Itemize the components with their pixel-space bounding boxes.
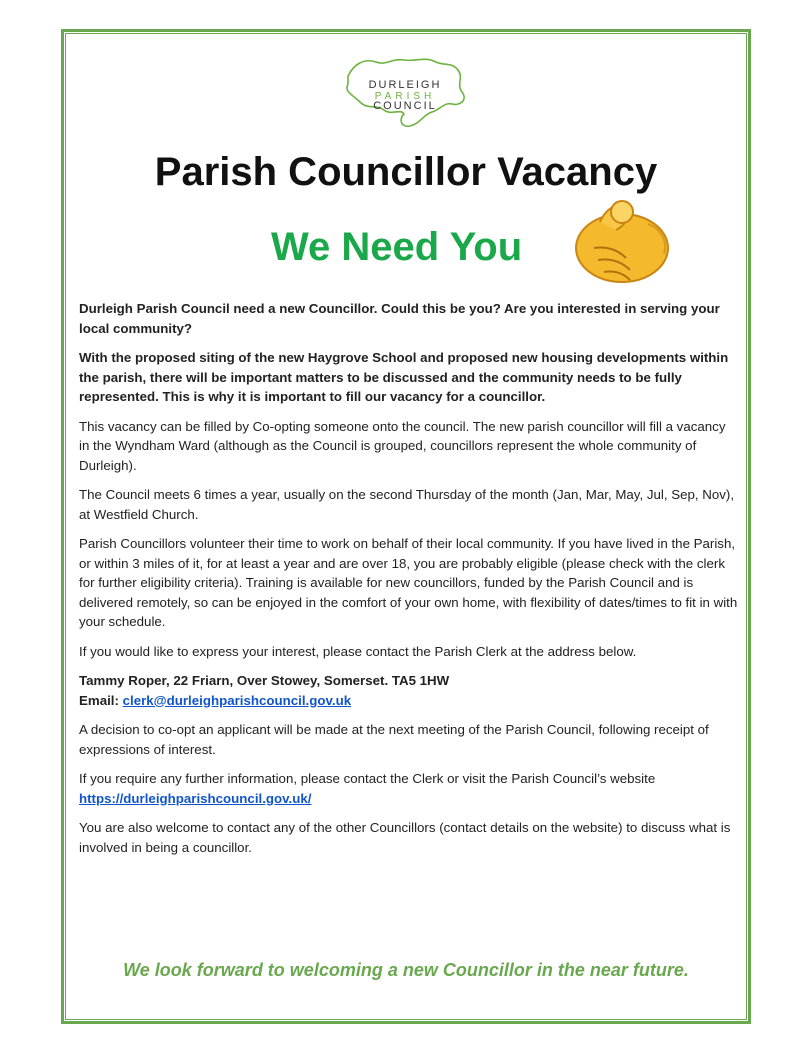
content-body: [79, 299, 739, 867]
further-info-paragraph: [79, 769, 739, 808]
page-subtitle: We Need You: [271, 225, 523, 269]
further-info-text: If you require any further information, please contact the Clerk or visit the Parish Council’s website: [79, 771, 656, 786]
pointing-hand-icon: [564, 188, 676, 286]
clerk-address: Tammy Roper, 22 Friarn, Over Stowey, Somerset. TA5 1HW: [79, 673, 450, 688]
intro-paragraph: Durleigh Parish Council need a new Councillor. Could this be you? Are you interested in serving your local community?: [79, 301, 720, 336]
vacancy-paragraph: This vacancy can be filled by Co-opting someone onto the council. The new parish councillor will fill a vacancy in the Wyndham Ward (although as the Council is grouped, councillors represent the whole community of Durleigh).: [79, 418, 726, 473]
logo-line-durleigh: DURLEIGH: [368, 79, 442, 91]
logo-line-parish: PARISH: [374, 91, 436, 102]
co-opt-decision-paragraph: A decision to co-opt an applicant will be made at the next meeting of the Parish Council, following receipt of expressions of interest.: [79, 722, 709, 757]
logo-line-council: COUNCIL: [373, 100, 437, 112]
clerk-email-link[interactable]: clerk@durleighparishcouncil.gov.uk: [122, 692, 352, 708]
email-label: Email:: [79, 692, 123, 708]
other-councillors-paragraph: You are also welcome to contact any of the other Councillors (contact details on the website) to discuss what is involved in being a councillor.: [79, 820, 731, 855]
durleigh-logo: [340, 52, 470, 132]
express-interest-paragraph: If you would like to express your interest, please contact the Parish Clerk at the address below.: [79, 643, 637, 659]
eligibility-paragraph: Parish Councillors volunteer their time to work on behalf of their local community. If you have lived in the Parish, or within 3 miles of it, for at least a year and are over 18, you are probably eligible (please check with the clerk for further eligibility criteria). Training is available for new councillors, funded by the Parish Council and is delivered remotely, so can be enjoyed in the comfort of your own home, with flexibility of dates/times to fit in with your schedule.: [79, 536, 738, 629]
page-title: Parish Councillor Vacancy: [154, 150, 658, 194]
website-link[interactable]: https://durleighparishcouncil.gov.uk/: [79, 790, 312, 806]
meetings-paragraph: The Council meets 6 times a year, usually on the second Thursday of the month (Jan, Mar, May, Jul, Sep, Nov), at Westfield Church.: [79, 487, 735, 522]
contact-block: [79, 671, 739, 710]
closing-message: We look forward to welcoming a new Councillor in the near future.: [123, 960, 689, 980]
context-paragraph: With the proposed siting of the new Haygrove School and proposed new housing developments within the parish, there will be important matters to be discussed and the community needs to be fully represented. This is why it is important to fill our vacancy for a councillor.: [79, 350, 729, 404]
